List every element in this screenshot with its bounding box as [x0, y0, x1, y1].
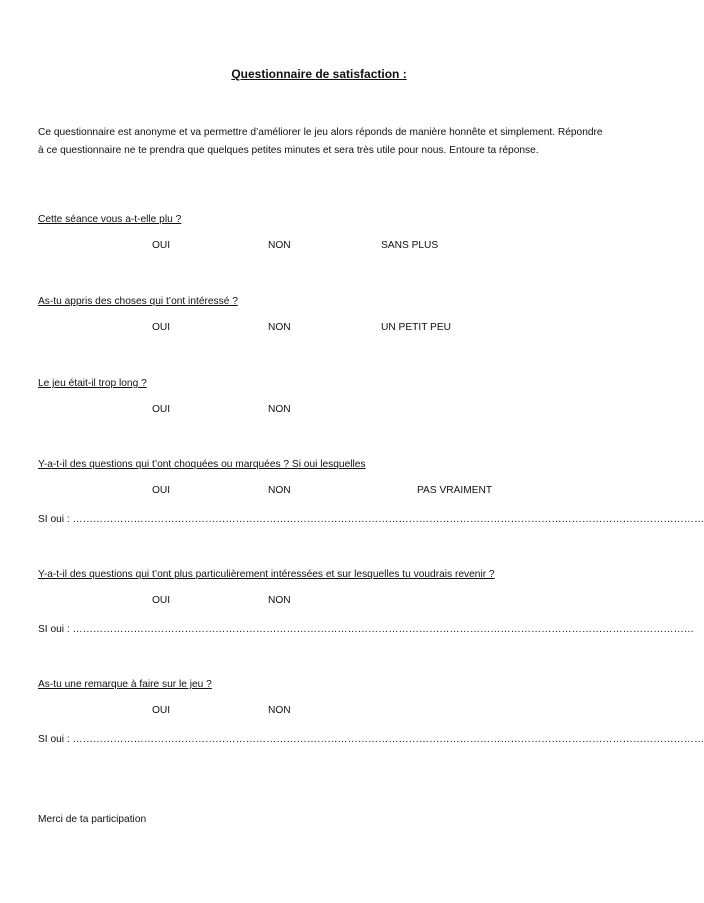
q1-option-oui[interactable]: OUI: [152, 240, 171, 251]
intro-paragraph: Ce questionnaire est anonyme et va permettre d’améliorer le jeu alors réponds de manière honnête et simplement. Répondre à ce questionnaire ne te prendra que quelques petites minutes et sera très utile pour nous. Entoure ta réponse.: [38, 127, 603, 156]
q6-option-non[interactable]: NON: [268, 705, 291, 716]
question-3: Le jeu était-il trop long ?: [38, 378, 147, 389]
question-6: As-tu une remarque à faire sur le jeu ?: [38, 679, 212, 690]
closing-text: Merci de ta participation: [38, 814, 147, 825]
q2-option-oui[interactable]: OUI: [152, 322, 171, 333]
q5-option-oui[interactable]: OUI: [152, 595, 171, 606]
question-5: Y-a-t-il des questions qui t’ont plus particulièrement intéressées et sur lesquelles tu voudrais revenir ?: [38, 569, 495, 580]
q1-option-sans-plus[interactable]: SANS PLUS: [381, 240, 439, 251]
page-title: Questionnaire de satisfaction :: [231, 67, 407, 81]
q4-fill-line[interactable]: SI oui : ……………………………………………………………………………………………………………………………………………………………………: [38, 514, 704, 525]
q4-option-oui[interactable]: OUI: [152, 485, 171, 496]
question-2: As-tu appris des choses qui t’ont intéressé ?: [38, 296, 238, 307]
q2-option-non[interactable]: NON: [268, 322, 291, 333]
question-4: Y-a-t-il des questions qui t’ont choquées ou marquées ? Si oui lesquelles: [38, 459, 366, 470]
q5-fill-line[interactable]: SI oui : …………………………………………………………………………………………………………………………………………………………………: [38, 624, 694, 635]
q4-option-non[interactable]: NON: [268, 485, 291, 496]
question-1: Cette séance vous a-t-elle plu ?: [38, 214, 182, 225]
q4-option-pas-vraiment[interactable]: PAS VRAIMENT: [417, 485, 493, 496]
q6-option-oui[interactable]: OUI: [152, 705, 171, 716]
q1-option-non[interactable]: NON: [268, 240, 291, 251]
q6-fill-line[interactable]: SI oui : ……………………………………………………………………………………………………………………………………………………………………: [38, 734, 704, 745]
q2-option-un-petit-peu[interactable]: UN PETIT PEU: [381, 322, 452, 333]
q3-option-non[interactable]: NON: [268, 404, 291, 415]
q5-option-non[interactable]: NON: [268, 595, 291, 606]
q3-option-oui[interactable]: OUI: [152, 404, 171, 415]
